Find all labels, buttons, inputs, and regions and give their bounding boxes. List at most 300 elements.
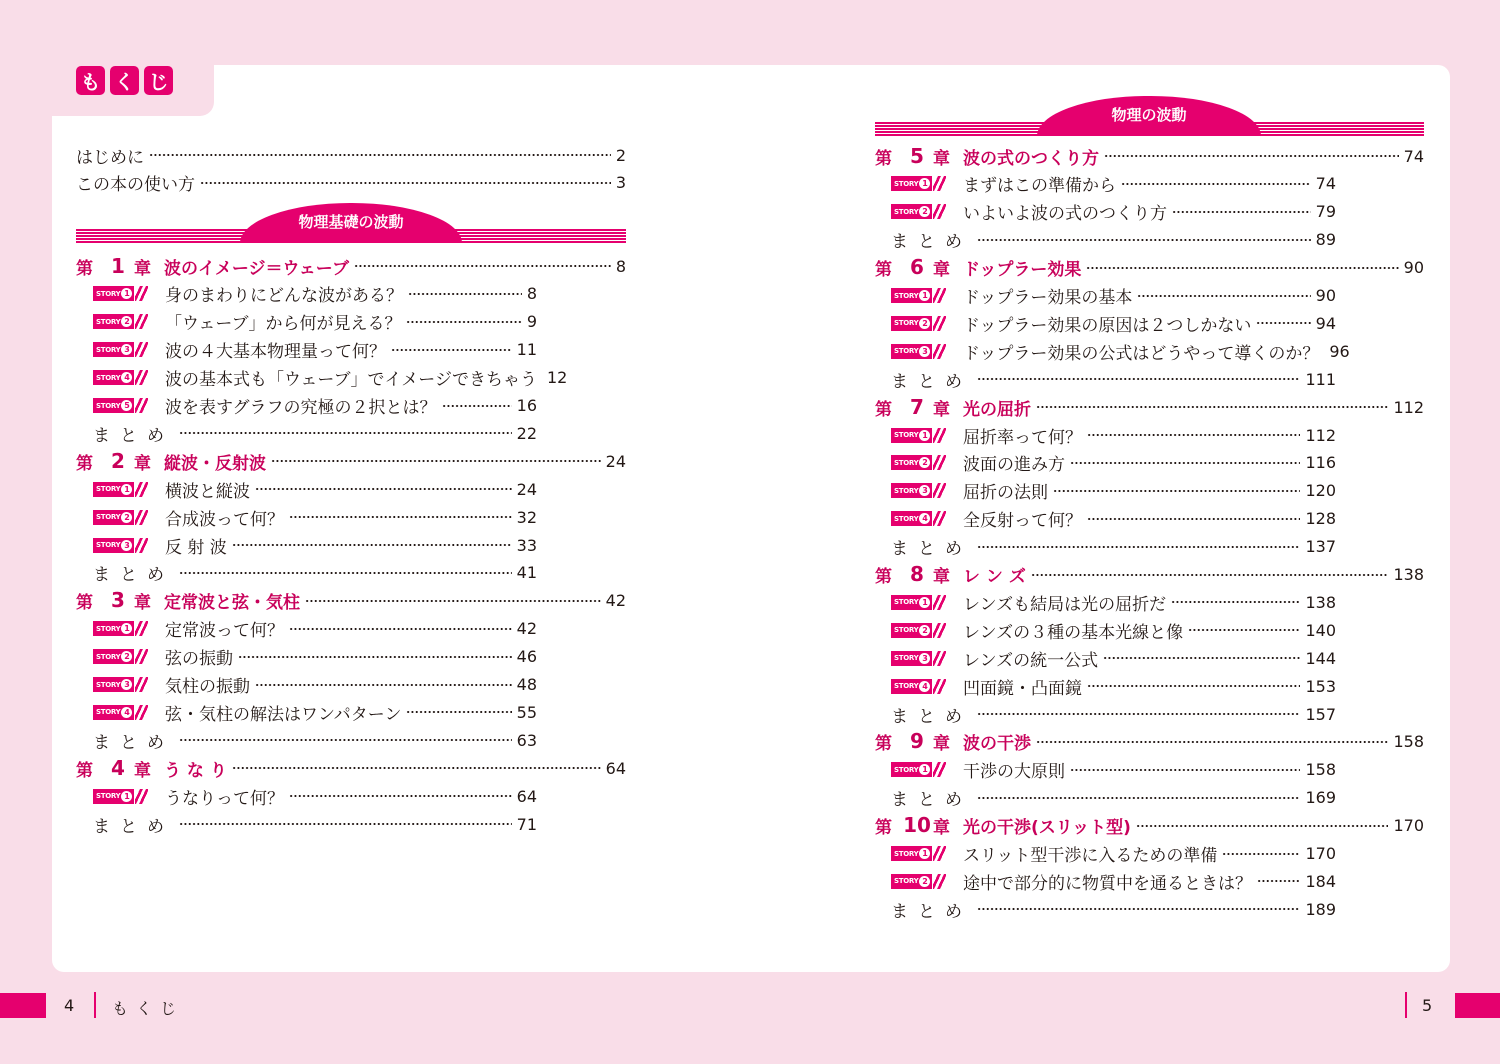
page-number: 144 (1305, 648, 1336, 668)
story-label (891, 846, 932, 861)
story-number: 3 (121, 344, 132, 355)
leader-dots (977, 796, 1300, 800)
story-badge (93, 704, 148, 721)
chapter-row[interactable] (76, 447, 626, 475)
page-number: 90 (1315, 286, 1336, 305)
page-number: 158 (1305, 760, 1336, 780)
chapter-row[interactable] (76, 587, 626, 615)
chapter-suffix: 章 (134, 258, 151, 279)
page-number: 64 (516, 786, 537, 806)
chapter-prefix: 第 (76, 593, 93, 614)
page-number: 63 (516, 730, 537, 750)
chapter-suffix: 章 (933, 260, 950, 281)
story-badge (891, 454, 946, 471)
leader-dots (977, 238, 1311, 242)
matome-row[interactable] (891, 365, 1336, 393)
story-row[interactable] (891, 421, 1336, 449)
chapter-num: 8 (910, 562, 924, 586)
page-number: 96 (1329, 341, 1350, 361)
story-title: まずはこの準備から (963, 176, 1116, 197)
story-number: 3 (919, 485, 930, 496)
story-word: STORY (894, 849, 919, 858)
title-char: く (110, 66, 139, 95)
matome-label: まとめ (891, 371, 972, 392)
story-slashes (933, 651, 946, 666)
page-number: 74 (1403, 146, 1424, 166)
story-row[interactable] (891, 672, 1336, 700)
story-number: 2 (121, 512, 132, 523)
leader-dots (408, 292, 522, 296)
story-slashes (135, 286, 148, 301)
chapter-title: 波の干渉 (963, 734, 1031, 755)
story-badge (93, 369, 148, 386)
story-badge (891, 287, 946, 304)
leader-dots (1036, 405, 1388, 409)
story-row[interactable] (891, 840, 1336, 868)
story-label (891, 428, 932, 443)
story-word: STORY (894, 458, 919, 467)
story-badge (891, 175, 946, 192)
story-badge (891, 678, 946, 695)
story-row[interactable] (93, 336, 537, 364)
leader-dots (149, 153, 611, 157)
story-title: 干渉の大原則 (963, 762, 1065, 783)
matome-row[interactable] (93, 726, 537, 754)
story-slashes (933, 762, 946, 777)
chapter-title: 波のイメージ＝ウェーブ (164, 258, 349, 279)
story-word: STORY (894, 319, 919, 328)
leader-dots (1172, 210, 1311, 214)
story-number: 3 (121, 679, 132, 690)
story-title: いよいよ波の式のつくり方 (963, 204, 1167, 225)
chapter-title: 定常波と弦・気柱 (164, 593, 300, 614)
page-number: 3 (615, 173, 626, 193)
story-word: STORY (96, 317, 121, 326)
leader-dots (1137, 294, 1310, 298)
story-row[interactable] (93, 671, 537, 699)
story-title: 波面の進み方 (963, 455, 1065, 476)
story-row[interactable] (93, 364, 568, 392)
story-slashes (933, 204, 946, 219)
page-number: 12 (546, 368, 568, 388)
story-row[interactable] (93, 615, 537, 643)
story-slashes (135, 482, 148, 497)
story-row[interactable] (891, 616, 1336, 644)
toc-intro-item[interactable] (76, 169, 626, 197)
page-number: 120 (1305, 481, 1336, 501)
page-number: 74 (1315, 174, 1336, 194)
story-slashes (135, 510, 148, 525)
story-title: 全反射って何？ (963, 511, 1082, 532)
story-title: レンズの統一公式 (963, 650, 1099, 671)
chapter-number (875, 144, 963, 169)
page-number: 55 (516, 702, 537, 722)
story-label (93, 677, 134, 692)
story-slashes (933, 623, 946, 638)
story-row[interactable] (891, 309, 1336, 337)
page-number: 11 (516, 340, 537, 360)
story-title: 凹面鏡・凸面鏡 (963, 678, 1082, 699)
story-label (93, 286, 134, 301)
story-word: STORY (96, 345, 121, 354)
chapter-prefix: 第 (875, 148, 892, 169)
story-word: STORY (894, 682, 919, 691)
story-label (93, 789, 134, 804)
story-title: 弦の振動 (165, 649, 233, 670)
matome-label: まとめ (93, 816, 174, 837)
leader-dots (289, 627, 512, 631)
chapter-prefix: 第 (76, 453, 93, 474)
page-number: 2 (615, 145, 626, 165)
chapter-num: 5 (910, 143, 924, 168)
matome-row[interactable] (891, 533, 1336, 561)
story-number: 3 (919, 346, 930, 357)
story-title: 波の４大基本物理量って何？ (165, 342, 386, 363)
story-badge (891, 761, 946, 778)
story-slashes (135, 370, 148, 385)
story-label (891, 344, 932, 359)
story-title: 横波と縦波 (165, 481, 250, 502)
story-number: 1 (919, 764, 930, 775)
story-word: STORY (894, 765, 919, 774)
story-badge (93, 481, 148, 498)
story-word: STORY (96, 708, 121, 717)
leader-dots (1036, 740, 1388, 744)
story-label (93, 398, 134, 413)
chapter-title: う な り (164, 760, 227, 781)
story-number: 2 (919, 625, 930, 636)
story-number: 1 (919, 290, 930, 301)
story-word: STORY (894, 626, 919, 635)
story-row[interactable] (93, 308, 537, 336)
leader-dots (255, 487, 512, 491)
page-number: 8 (615, 256, 626, 276)
chapter-num: 2 (111, 448, 125, 473)
story-badge (93, 648, 148, 665)
leader-dots (977, 907, 1300, 911)
leader-dots (1136, 824, 1389, 828)
section-header (875, 98, 1424, 136)
matome-row[interactable] (93, 559, 537, 587)
story-word: STORY (894, 207, 919, 216)
matome-row[interactable] (93, 419, 537, 447)
matome-row[interactable] (891, 784, 1336, 812)
story-badge (891, 845, 946, 862)
page-number: 33 (516, 535, 537, 555)
chapter-suffix: 章 (134, 453, 151, 474)
chapter-number (875, 255, 963, 280)
chapter-suffix: 章 (933, 567, 950, 587)
matome-row[interactable] (891, 226, 1336, 254)
story-word: STORY (894, 347, 919, 356)
leader-dots (977, 377, 1300, 381)
chapter-row[interactable] (76, 754, 626, 782)
page-number: 169 (1305, 788, 1336, 808)
matome-row[interactable] (891, 895, 1336, 923)
story-word: STORY (96, 401, 121, 410)
story-row[interactable] (93, 392, 537, 420)
story-slashes (135, 314, 148, 329)
title-char: じ (144, 66, 173, 95)
story-label (891, 623, 932, 638)
toc-item-label: はじめに (76, 147, 144, 168)
page-number: 170 (1305, 844, 1336, 863)
leader-dots (354, 264, 611, 268)
story-row[interactable] (93, 475, 537, 503)
chapter-title: ドップラー効果 (963, 260, 1082, 281)
page-number: 8 (526, 284, 537, 304)
footer-separator (1405, 992, 1407, 1018)
chapter-prefix: 第 (76, 258, 93, 279)
story-title: 途中で部分的に物質中を通るときは？ (963, 873, 1252, 894)
page-number: 32 (516, 507, 537, 527)
story-badge (93, 285, 148, 302)
story-word: STORY (894, 598, 919, 607)
leader-dots (1256, 321, 1310, 325)
leader-dots (1257, 879, 1300, 883)
story-title: レンズの３種の基本光線と像 (963, 622, 1184, 643)
story-number: 1 (121, 791, 132, 802)
story-badge (891, 594, 946, 611)
matome-label: まとめ (891, 706, 972, 727)
story-slashes (933, 595, 946, 610)
story-label (93, 705, 134, 720)
story-badge (93, 537, 148, 554)
story-label (891, 679, 932, 694)
story-title: ドップラー効果の基本 (963, 288, 1133, 308)
story-label (891, 316, 932, 331)
page-number: 71 (516, 814, 537, 834)
story-title: 屈折率って何？ (963, 427, 1082, 448)
story-label (93, 621, 134, 636)
page-number: 157 (1305, 704, 1336, 724)
page-number: 128 (1305, 509, 1336, 529)
story-slashes (135, 398, 148, 413)
page-number: 89 (1315, 230, 1336, 250)
story-badge (93, 509, 148, 526)
story-slashes (135, 705, 148, 720)
story-slashes (933, 679, 946, 694)
story-word: STORY (894, 431, 919, 439)
page-number: 64 (605, 758, 626, 778)
matome-label: まとめ (93, 732, 174, 753)
story-label (891, 204, 932, 219)
story-number: 4 (121, 372, 132, 383)
story-number: 1 (919, 430, 930, 441)
leader-dots (179, 822, 512, 826)
story-row[interactable] (891, 198, 1336, 226)
matome-row[interactable] (93, 810, 537, 838)
story-row[interactable] (891, 505, 1336, 533)
story-row[interactable] (891, 867, 1336, 895)
page-number: 138 (1305, 592, 1336, 612)
chapter-row[interactable] (875, 142, 1424, 170)
leader-dots (179, 431, 512, 435)
footer-separator (94, 992, 96, 1018)
story-row[interactable] (891, 282, 1336, 310)
story-slashes (933, 344, 946, 359)
matome-label: まとめ (891, 790, 972, 811)
page-number: 116 (1305, 453, 1336, 473)
story-row[interactable] (891, 756, 1336, 784)
story-row[interactable] (891, 449, 1336, 477)
chapter-num: 10 (903, 813, 931, 838)
story-slashes (933, 483, 946, 498)
chapter-num: 7 (910, 394, 924, 419)
chapter-num: 4 (111, 755, 125, 780)
story-label (891, 762, 932, 777)
story-title: 身のまわりにどんな波がある？ (165, 286, 403, 307)
story-row[interactable] (93, 503, 537, 531)
chapter-number (76, 254, 164, 279)
toc-intro-item[interactable] (76, 141, 626, 169)
story-slashes (135, 649, 148, 664)
leader-dots (406, 710, 511, 714)
story-label (891, 511, 932, 526)
chapter-suffix: 章 (933, 818, 950, 839)
leader-dots (1070, 768, 1300, 772)
page-number: 9 (526, 312, 537, 332)
leader-dots (391, 348, 512, 352)
story-badge (891, 427, 946, 444)
story-row[interactable] (93, 643, 537, 671)
story-number: 4 (919, 681, 930, 692)
story-label (93, 649, 134, 664)
chapter-suffix: 章 (933, 734, 950, 755)
story-title: ドップラー効果の原因は２つしかない (963, 315, 1252, 336)
story-label (891, 455, 932, 470)
story-label (93, 510, 134, 525)
story-badge (93, 313, 148, 330)
story-word: STORY (894, 291, 919, 300)
page-number: 140 (1305, 620, 1336, 640)
chapter-row[interactable] (875, 812, 1424, 840)
chapter-prefix: 第 (875, 818, 892, 839)
leader-dots (442, 404, 512, 408)
story-row[interactable] (891, 644, 1336, 672)
leader-dots (1070, 461, 1300, 465)
chapter-row[interactable] (875, 728, 1424, 756)
story-slashes (135, 677, 148, 692)
story-badge (93, 341, 148, 358)
leader-dots (1087, 517, 1300, 521)
chapter-prefix: 第 (875, 734, 892, 755)
story-word: STORY (894, 654, 919, 663)
page-number: 112 (1393, 397, 1424, 417)
story-word: STORY (96, 485, 121, 494)
chapter-row[interactable] (875, 393, 1424, 421)
story-badge (891, 622, 946, 639)
story-label (93, 370, 134, 385)
leader-dots (179, 738, 512, 742)
story-label (93, 482, 134, 497)
page-number: 94 (1315, 313, 1336, 333)
page-number: 170 (1393, 816, 1424, 836)
page-number: 42 (605, 591, 626, 611)
story-slashes (933, 288, 946, 303)
story-title: 合成波って何？ (165, 509, 284, 530)
chapter-number (875, 395, 963, 420)
page-number: 79 (1315, 202, 1336, 222)
matome-label: まとめ (93, 565, 174, 586)
matome-row[interactable] (891, 700, 1336, 728)
story-number: 4 (919, 513, 930, 524)
leader-dots (1103, 656, 1300, 660)
page-number: 41 (516, 563, 537, 583)
chapter-suffix: 章 (134, 593, 151, 614)
story-number: 2 (121, 651, 132, 662)
story-number: 3 (121, 540, 132, 551)
chapter-prefix: 第 (875, 567, 892, 587)
page-number: 189 (1305, 899, 1336, 919)
page-number: 42 (516, 619, 537, 639)
chapter-row[interactable] (875, 561, 1424, 589)
leader-dots (406, 320, 521, 324)
story-row[interactable] (93, 531, 537, 559)
footer-bar-right (1455, 993, 1500, 1018)
chapter-title: 波の式のつくり方 (963, 148, 1099, 169)
story-row[interactable] (93, 782, 537, 810)
story-row[interactable] (891, 588, 1336, 616)
story-word: STORY (96, 652, 121, 661)
story-row[interactable] (891, 170, 1336, 198)
story-title: 屈折の法則 (963, 483, 1048, 504)
leader-dots (238, 655, 512, 659)
story-badge (93, 397, 148, 414)
chapter-num: 1 (111, 253, 125, 278)
story-slashes (933, 428, 946, 443)
footer-bar-left (0, 993, 46, 1018)
chapter-row[interactable] (875, 254, 1424, 282)
story-number: 3 (919, 653, 930, 664)
story-word: STORY (96, 541, 121, 549)
story-number: 1 (121, 484, 132, 495)
story-row[interactable] (891, 477, 1336, 505)
story-slashes (933, 455, 946, 470)
story-badge (93, 788, 148, 805)
story-slashes (933, 316, 946, 331)
story-row[interactable] (891, 337, 1350, 365)
story-title: レンズも結局は光の屈折だ (963, 594, 1167, 615)
page-number: 48 (516, 675, 537, 694)
chapter-number (875, 813, 963, 838)
story-number: 2 (121, 316, 132, 327)
story-title: ドップラー効果の公式はどうやって導くのか？ (963, 343, 1320, 364)
leader-dots (1087, 684, 1300, 688)
footer-title: もくじ (112, 999, 185, 1018)
story-number: 2 (919, 457, 930, 468)
chapter-num: 6 (910, 255, 924, 280)
story-row[interactable] (93, 698, 537, 726)
story-slashes (933, 874, 946, 889)
matome-label: まとめ (891, 232, 972, 253)
story-word: STORY (894, 179, 919, 188)
story-word: STORY (96, 680, 121, 689)
page-number: 22 (516, 423, 537, 443)
story-badge (93, 620, 148, 637)
story-word: STORY (894, 877, 919, 886)
chapter-row[interactable] (76, 252, 626, 280)
leader-dots (1031, 573, 1389, 577)
story-row[interactable] (93, 280, 537, 308)
story-slashes (933, 511, 946, 526)
story-badge (891, 343, 946, 360)
story-badge (891, 315, 946, 332)
section-header (76, 205, 626, 243)
story-badge (891, 650, 946, 667)
story-label (891, 288, 932, 303)
section-title: 物理の波動 (1037, 96, 1261, 136)
